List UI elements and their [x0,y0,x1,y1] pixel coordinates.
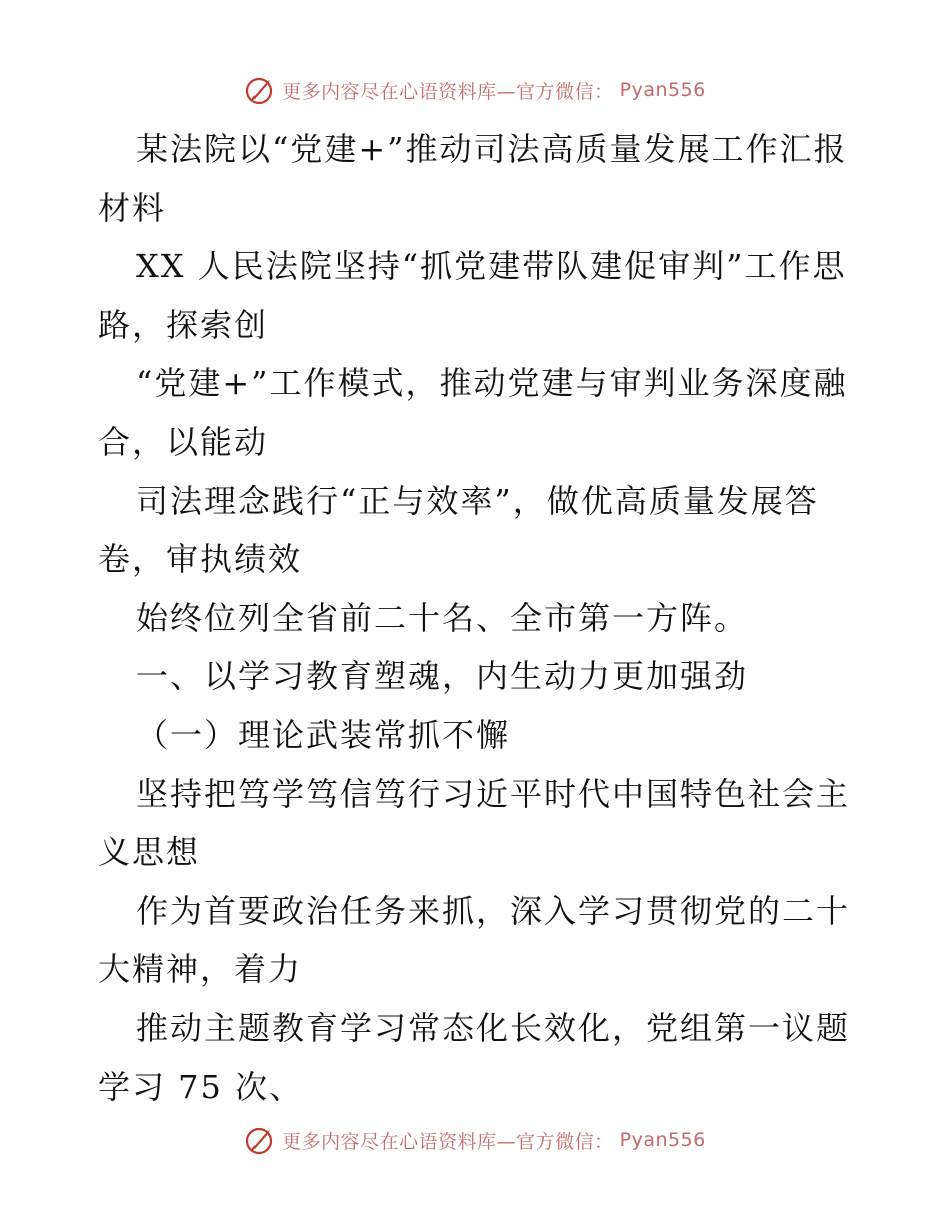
paragraph-body-1: 坚持把笃学笃信笃行习近平时代中国特色社会主义思想 [98,774,851,872]
paragraph-body-3: 推动主题教育学习常态化长效化，党组第一议题学习 75 次、 [98,1008,851,1106]
paragraph-intro-3: 司法理念践行“正与效率”，做优高质量发展答卷，审执绩效 [98,481,819,579]
quill-pen-logo-icon [244,1124,276,1156]
paragraph-intro-4: 始终位列全省前二十名、全市第一方阵。 [136,598,749,637]
subsection-heading-1: （一）理论武装常抓不懈 [136,715,511,754]
quill-pen-logo-icon [244,74,276,106]
footer-watermark [0,1120,950,1160]
header-watermark [0,70,950,110]
watermark-text: 更多内容尽在心语资料库—官方微信： [282,80,614,103]
watermark-wechat-id: Pyan556 [619,1129,706,1151]
watermark-wechat-id: Pyan556 [619,79,706,101]
watermark-text: 更多内容尽在心语资料库—官方微信： [282,1130,614,1153]
paragraph-body-2: 作为首要政治任务来抓，深入学习贯彻党的二十大精神，着力 [98,891,851,989]
document-body [98,120,858,1116]
paragraph-intro-1: XX 人民法院坚持“抓党建带队建促审判”工作思路，探索创 [98,247,847,344]
doc-title: 某法院以“党建+”推动司法高质量发展工作汇报材料 [98,130,848,227]
section-heading-1: 一、以学习教育塑魂，内生动力更加强劲 [136,657,749,696]
paragraph-intro-2: “党建+”工作模式，推动党建与审判业务深度融合，以能动 [98,364,848,461]
